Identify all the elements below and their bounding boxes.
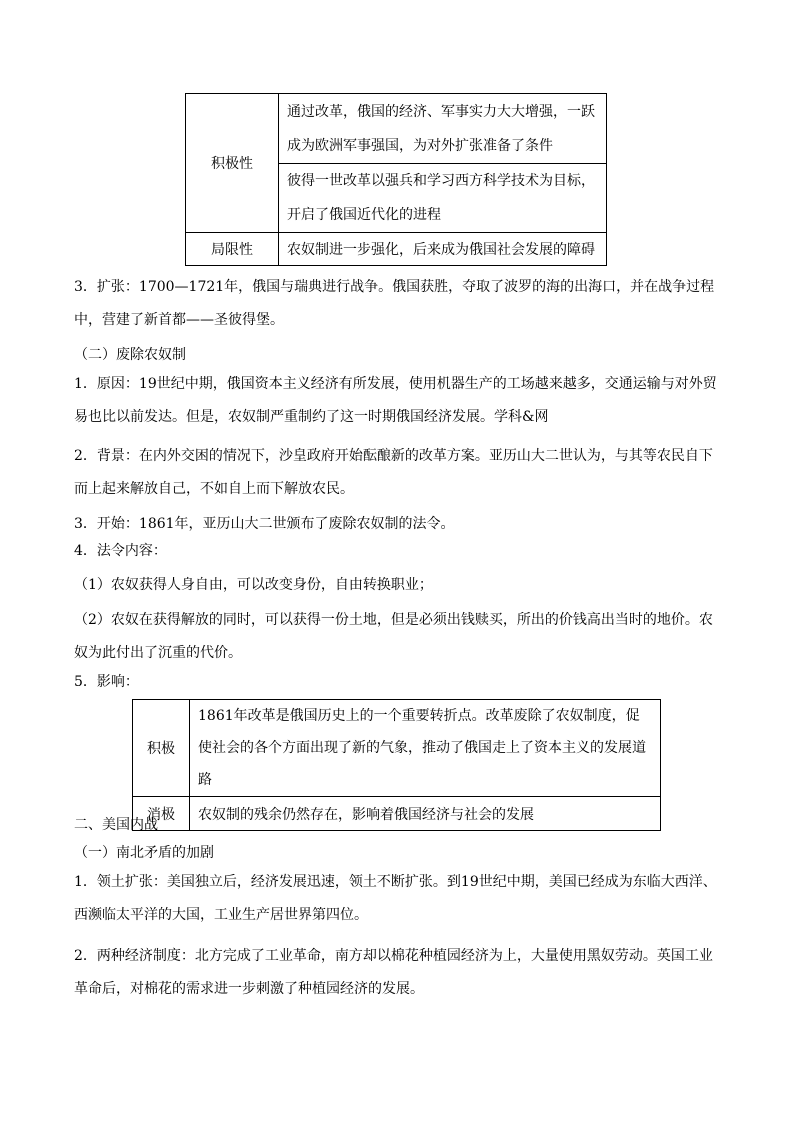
impact-positive-cell (190, 700, 661, 797)
impact-table (132, 699, 661, 831)
paragraph-expansion: 3．扩张：1700—1721年，俄国与瑞典进行战争。俄国获胜，夺取了波罗的海的出海口，并在战争过程中，营建了新首都——圣彼得堡。 (74, 279, 715, 328)
table-row (133, 700, 661, 797)
paragraph-content-2: （2）农奴在获得解放的同时，可以获得一份土地，但是必须出钱赎买，所出的价钱高出当时的地价。农奴为此付出了沉重的代价。 (74, 612, 713, 661)
paragraph-content-1: （1）农奴获得人身自由，可以改变身份，自由转换职业； (74, 577, 433, 593)
paragraph-economy: 2．两种经济制度：北方完成了工业革命，南方却以棉花种植园经济为上，大量使用黑奴劳动。英国工业革命后，对棉花的需求进一步刺激了种植园经济的发展。 (74, 948, 713, 997)
positive-item-2-text: 彼得一世改革以强兵和学习西方科学技术为目标，开启了俄国近代化的进程 (287, 173, 595, 223)
table-row (133, 797, 661, 831)
reform-evaluation-table (185, 93, 607, 266)
limit-text-cell: 农奴制进一步强化，后来成为俄国社会发展的障碍 (279, 233, 607, 266)
heading-civil-war: 二、美国内战 (74, 817, 158, 833)
positive-item-1 (279, 94, 607, 164)
heading-abolish-serfdom: （二）废除农奴制 (74, 347, 186, 363)
positive-item-2 (279, 164, 607, 233)
table-row (186, 94, 607, 164)
positive-label-cell: 积极性 (186, 94, 279, 233)
paragraph-start: 3．开始：1861年，亚历山大二世颁布了废除农奴制的法令。 (74, 516, 455, 532)
impact-positive-text: 1861年改革是俄国历史上的一个重要转折点。改革废除了农奴制度，促使社会的各个方面出现了新的气象，推动了俄国走上了资本主义的发展道路 (198, 708, 646, 788)
paragraph-territory: 1．领土扩张：美国独立后，经济发展迅速，领土不断扩张。到19世纪中期，美国已经成为东临大西洋、西濒临太平洋的大国，工业生产居世界第四位。 (74, 874, 717, 923)
heading-north-south-conflict: （一）南北矛盾的加剧 (74, 845, 214, 861)
paragraph-background: 2．背景：在内外交困的情况下，沙皇政府开始酝酿新的改革方案。亚历山大二世认为，与其等农民自下而上起来解放自己，不如自上而下解放农民。 (74, 448, 713, 497)
paragraph-content-title: 4．法令内容： (74, 543, 167, 559)
impact-negative-cell: 农奴制的残余仍然存在，影响着俄国经济与社会的发展 (190, 797, 661, 831)
positive-item-1-text: 通过改革，俄国的经济、军事实力大大增强，一跃成为欧洲军事强国，为对外扩张准备了条件 (287, 103, 595, 154)
limit-label-cell: 局限性 (186, 233, 279, 266)
paragraph-reason: 1．原因：19世纪中期，俄国资本主义经济有所发展，使用机器生产的工场越来越多，交通运输与对外贸易也比以前发达。但是，农奴制严重制约了这一时期俄国经济发展。学科&网 (74, 376, 717, 425)
impact-positive-label: 积极 (133, 700, 190, 797)
paragraph-impact-title: 5．影响： (74, 674, 139, 690)
table-row (186, 233, 607, 266)
impact-negative-label: 消极 (133, 797, 190, 831)
